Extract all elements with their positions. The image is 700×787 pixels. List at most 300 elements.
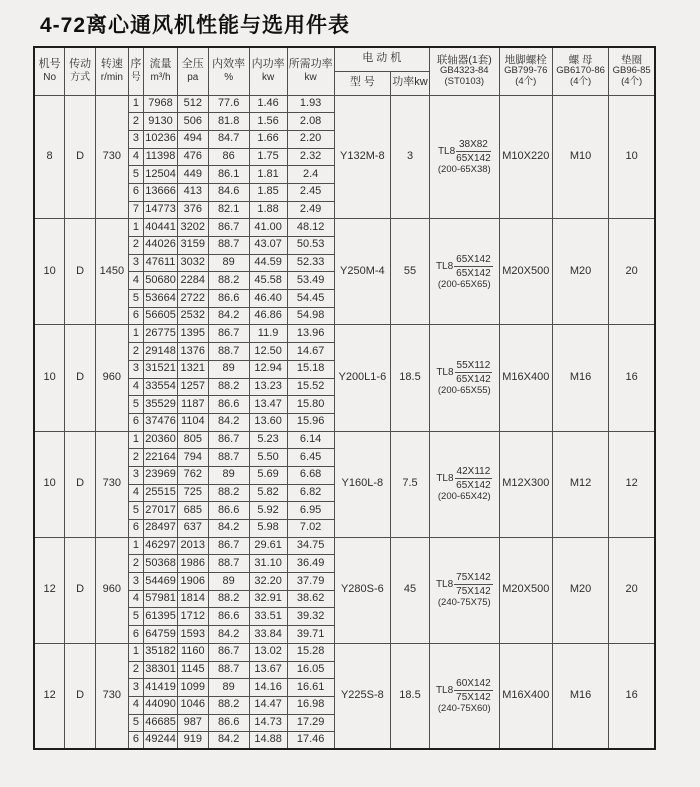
efficiency-cell: 86.7 — [208, 643, 249, 661]
internal-power-cell: 32.20 — [249, 573, 287, 591]
internal-power-cell: 12.50 — [249, 343, 287, 361]
efficiency-cell: 88.7 — [208, 237, 249, 255]
internal-power-cell: 1.56 — [249, 113, 287, 131]
required-power-cell: 2.32 — [287, 148, 334, 166]
header-motor-group: 电 动 机 — [334, 47, 429, 71]
nut-cell: M20 — [552, 537, 608, 643]
drive-cell: D — [65, 219, 96, 325]
efficiency-cell: 88.2 — [208, 696, 249, 714]
efficiency-cell: 82.1 — [208, 201, 249, 219]
seq-cell: 4 — [128, 696, 143, 714]
fan-no-cell: 12 — [34, 537, 65, 643]
internal-power-cell: 45.58 — [249, 272, 287, 290]
efficiency-cell: 88.2 — [208, 272, 249, 290]
seq-cell: 5 — [128, 714, 143, 732]
flow-cell: 26775 — [144, 325, 178, 343]
pressure-cell: 1321 — [177, 360, 208, 378]
pressure-cell: 1145 — [177, 661, 208, 679]
header-drive-mode: 传动 方式 — [65, 47, 96, 95]
header-efficiency: 内效率 % — [208, 47, 249, 95]
speed-cell: 960 — [95, 537, 128, 643]
internal-power-cell: 14.73 — [249, 714, 287, 732]
motor-model-cell: Y225S-8 — [334, 643, 390, 749]
efficiency-cell: 86.6 — [208, 608, 249, 626]
internal-power-cell: 13.23 — [249, 378, 287, 396]
header-pressure: 全压 pa — [177, 47, 208, 95]
internal-power-cell: 13.67 — [249, 661, 287, 679]
efficiency-cell: 84.2 — [208, 520, 249, 538]
pressure-cell: 413 — [177, 183, 208, 201]
seq-cell: 1 — [128, 325, 143, 343]
seq-cell: 4 — [128, 148, 143, 166]
required-power-cell: 48.12 — [287, 219, 334, 237]
internal-power-cell: 46.40 — [249, 290, 287, 308]
pressure-cell: 476 — [177, 148, 208, 166]
required-power-cell: 2.49 — [287, 201, 334, 219]
flow-cell: 29148 — [144, 343, 178, 361]
required-power-cell: 14.67 — [287, 343, 334, 361]
internal-power-cell: 5.69 — [249, 466, 287, 484]
efficiency-cell: 84.7 — [208, 130, 249, 148]
pressure-cell: 637 — [177, 520, 208, 538]
coupling-cell — [429, 431, 499, 537]
internal-power-cell: 1.66 — [249, 130, 287, 148]
coupling-note: (200-65X65) — [437, 278, 491, 290]
internal-power-cell: 12.94 — [249, 360, 287, 378]
speed-cell: 960 — [95, 325, 128, 431]
flow-cell: 22164 — [144, 449, 178, 467]
coupling-fraction: TL8 $\frac{55X112}{65X142}$ — [436, 359, 491, 385]
nut-cell: M16 — [552, 325, 608, 431]
table-row — [34, 219, 655, 237]
motor-power-cell: 3 — [391, 95, 430, 219]
pressure-cell: 1376 — [177, 343, 208, 361]
efficiency-cell: 84.2 — [208, 626, 249, 644]
seq-cell: 1 — [128, 95, 143, 113]
header-internal-power: 内功率 kw — [249, 47, 287, 95]
flow-cell: 10236 — [144, 130, 178, 148]
flow-cell: 56605 — [144, 307, 178, 325]
required-power-cell: 1.93 — [287, 95, 334, 113]
seq-cell: 2 — [128, 343, 143, 361]
motor-model-cell: Y280S-6 — [334, 537, 390, 643]
pressure-cell: 1986 — [177, 555, 208, 573]
internal-power-cell: 5.92 — [249, 502, 287, 520]
internal-power-cell: 5.82 — [249, 484, 287, 502]
motor-power-cell: 7.5 — [391, 431, 430, 537]
required-power-cell: 6.14 — [287, 431, 334, 449]
table-body — [34, 95, 655, 749]
flow-cell: 53664 — [144, 290, 178, 308]
seq-cell: 6 — [128, 183, 143, 201]
internal-power-cell: 33.84 — [249, 626, 287, 644]
required-power-cell: 53.49 — [287, 272, 334, 290]
required-power-cell: 6.68 — [287, 466, 334, 484]
flow-cell: 47611 — [144, 254, 178, 272]
fan-no-cell: 10 — [34, 325, 65, 431]
header-motor-power: 功率kw — [391, 71, 430, 95]
required-power-cell: 54.45 — [287, 290, 334, 308]
flow-cell: 9130 — [144, 113, 178, 131]
pressure-cell: 2722 — [177, 290, 208, 308]
flow-cell: 49244 — [144, 732, 178, 750]
pressure-cell: 919 — [177, 732, 208, 750]
pressure-cell: 1593 — [177, 626, 208, 644]
flow-cell: 35182 — [144, 643, 178, 661]
flow-cell: 35529 — [144, 396, 178, 414]
required-power-cell: 15.96 — [287, 413, 334, 431]
seq-cell: 3 — [128, 130, 143, 148]
efficiency-cell: 89 — [208, 254, 249, 272]
anchor-bolt-cell: M16X400 — [499, 643, 552, 749]
nut-cell: M16 — [552, 643, 608, 749]
efficiency-cell: 86 — [208, 148, 249, 166]
efficiency-cell: 88.7 — [208, 555, 249, 573]
flow-cell: 40441 — [144, 219, 178, 237]
anchor-bolt-cell: M10X220 — [499, 95, 552, 219]
required-power-cell: 54.98 — [287, 307, 334, 325]
internal-power-cell: 44.59 — [249, 254, 287, 272]
pressure-cell: 1046 — [177, 696, 208, 714]
coupling-cell — [429, 95, 499, 219]
coupling-cell — [429, 643, 499, 749]
seq-cell: 2 — [128, 237, 143, 255]
coupling-cell — [429, 537, 499, 643]
flow-cell: 54469 — [144, 573, 178, 591]
pressure-cell: 685 — [177, 502, 208, 520]
seq-cell: 2 — [128, 113, 143, 131]
efficiency-cell: 89 — [208, 679, 249, 697]
internal-power-cell: 32.91 — [249, 590, 287, 608]
pressure-cell: 1104 — [177, 413, 208, 431]
nut-cell: M10 — [552, 95, 608, 219]
fan-no-cell: 10 — [34, 219, 65, 325]
pressure-cell: 1395 — [177, 325, 208, 343]
flow-cell: 64759 — [144, 626, 178, 644]
required-power-cell: 15.18 — [287, 360, 334, 378]
required-power-cell: 16.61 — [287, 679, 334, 697]
coupling-cell — [429, 219, 499, 325]
flow-cell: 57981 — [144, 590, 178, 608]
washer-cell: 10 — [609, 95, 655, 219]
washer-cell: 20 — [609, 219, 655, 325]
header-motor-model: 型 号 — [334, 71, 390, 95]
pressure-cell: 3159 — [177, 237, 208, 255]
pressure-cell: 376 — [177, 201, 208, 219]
coupling-note: (200-65X42) — [437, 490, 491, 502]
internal-power-cell: 11.9 — [249, 325, 287, 343]
pressure-cell: 987 — [177, 714, 208, 732]
table-header — [34, 47, 655, 95]
coupling-note: (200-65X55) — [437, 384, 491, 396]
internal-power-cell: 5.50 — [249, 449, 287, 467]
efficiency-cell: 88.7 — [208, 449, 249, 467]
coupling-note: (240-75X60) — [437, 702, 491, 714]
seq-cell: 1 — [128, 431, 143, 449]
flow-cell: 61395 — [144, 608, 178, 626]
flow-cell: 31521 — [144, 360, 178, 378]
header-row-1 — [34, 47, 655, 71]
flow-cell: 37476 — [144, 413, 178, 431]
seq-cell: 4 — [128, 272, 143, 290]
flow-cell: 12504 — [144, 166, 178, 184]
anchor-bolt-cell: M20X500 — [499, 219, 552, 325]
coupling-note: (240-75X75) — [437, 597, 491, 609]
header-anchor-bolt: 地脚螺栓 GB799-76 (4个) — [499, 47, 552, 95]
pressure-cell: 3032 — [177, 254, 208, 272]
motor-power-cell: 45 — [391, 537, 430, 643]
speed-cell: 730 — [95, 95, 128, 219]
flow-cell: 44090 — [144, 696, 178, 714]
speed-cell: 730 — [95, 643, 128, 749]
washer-cell: 16 — [609, 643, 655, 749]
required-power-cell: 52.33 — [287, 254, 334, 272]
flow-cell: 27017 — [144, 502, 178, 520]
efficiency-cell: 88.2 — [208, 484, 249, 502]
drive-cell: D — [65, 537, 96, 643]
pressure-cell: 1906 — [177, 573, 208, 591]
required-power-cell: 15.28 — [287, 643, 334, 661]
washer-cell: 20 — [609, 537, 655, 643]
internal-power-cell: 29.61 — [249, 537, 287, 555]
internal-power-cell: 31.10 — [249, 555, 287, 573]
table-row — [34, 325, 655, 343]
coupling-fraction: TL8 $\frac{42X112}{65X142}$ — [436, 465, 491, 491]
drive-cell: D — [65, 325, 96, 431]
pressure-cell: 762 — [177, 466, 208, 484]
seq-cell: 5 — [128, 166, 143, 184]
seq-cell: 6 — [128, 626, 143, 644]
seq-cell: 5 — [128, 608, 143, 626]
header-speed: 转速 r/min — [95, 47, 128, 95]
required-power-cell: 50.53 — [287, 237, 334, 255]
speed-cell: 730 — [95, 431, 128, 537]
efficiency-cell: 88.2 — [208, 378, 249, 396]
seq-cell: 6 — [128, 413, 143, 431]
coupling-fraction: TL8 $\frac{38X82}{65X142}$ — [437, 138, 491, 164]
seq-cell: 4 — [128, 378, 143, 396]
table-row — [34, 95, 655, 113]
header-fan-no: 机号 No — [34, 47, 65, 95]
flow-cell: 41419 — [144, 679, 178, 697]
pressure-cell: 1160 — [177, 643, 208, 661]
required-power-cell: 2.45 — [287, 183, 334, 201]
drive-cell: D — [65, 95, 96, 219]
header-coupling: 联轴器(1套) GB4323-84 (ST0103) — [429, 47, 499, 95]
efficiency-cell: 84.2 — [208, 307, 249, 325]
efficiency-cell: 88.7 — [208, 343, 249, 361]
seq-cell: 3 — [128, 360, 143, 378]
internal-power-cell: 13.02 — [249, 643, 287, 661]
motor-model-cell: Y132M-8 — [334, 95, 390, 219]
internal-power-cell: 43.07 — [249, 237, 287, 255]
internal-power-cell: 14.47 — [249, 696, 287, 714]
seq-cell: 2 — [128, 449, 143, 467]
pressure-cell: 1099 — [177, 679, 208, 697]
efficiency-cell: 86.7 — [208, 325, 249, 343]
washer-cell: 12 — [609, 431, 655, 537]
internal-power-cell: 5.98 — [249, 520, 287, 538]
required-power-cell: 36.49 — [287, 555, 334, 573]
efficiency-cell: 86.7 — [208, 431, 249, 449]
seq-cell: 1 — [128, 219, 143, 237]
anchor-bolt-cell: M20X500 — [499, 537, 552, 643]
efficiency-cell: 86.6 — [208, 714, 249, 732]
motor-power-cell: 55 — [391, 219, 430, 325]
seq-cell: 1 — [128, 643, 143, 661]
seq-cell: 4 — [128, 590, 143, 608]
pressure-cell: 2532 — [177, 307, 208, 325]
motor-power-cell: 18.5 — [391, 643, 430, 749]
table-row — [34, 431, 655, 449]
efficiency-cell: 86.7 — [208, 537, 249, 555]
nut-cell: M20 — [552, 219, 608, 325]
coupling-cell — [429, 325, 499, 431]
anchor-bolt-cell: M12X300 — [499, 431, 552, 537]
seq-cell: 4 — [128, 484, 143, 502]
seq-cell: 1 — [128, 537, 143, 555]
seq-cell: 2 — [128, 661, 143, 679]
header-required-power: 所需功率 kw — [287, 47, 334, 95]
nut-cell: M12 — [552, 431, 608, 537]
pressure-cell: 1257 — [177, 378, 208, 396]
pressure-cell: 449 — [177, 166, 208, 184]
required-power-cell: 37.79 — [287, 573, 334, 591]
required-power-cell: 39.71 — [287, 626, 334, 644]
internal-power-cell: 14.16 — [249, 679, 287, 697]
motor-model-cell: Y200L1-6 — [334, 325, 390, 431]
pressure-cell: 2013 — [177, 537, 208, 555]
efficiency-cell: 89 — [208, 573, 249, 591]
seq-cell: 3 — [128, 679, 143, 697]
seq-cell: 3 — [128, 466, 143, 484]
coupling-note: (200-65X38) — [437, 163, 491, 175]
flow-cell: 11398 — [144, 148, 178, 166]
page-title: 4-72离心通风机性能与选用件表 — [40, 14, 351, 37]
flow-cell: 46297 — [144, 537, 178, 555]
efficiency-cell: 86.1 — [208, 166, 249, 184]
internal-power-cell: 14.88 — [249, 732, 287, 750]
required-power-cell: 2.4 — [287, 166, 334, 184]
pressure-cell: 1187 — [177, 396, 208, 414]
pressure-cell: 1712 — [177, 608, 208, 626]
flow-cell: 14773 — [144, 201, 178, 219]
required-power-cell: 2.08 — [287, 113, 334, 131]
efficiency-cell: 86.6 — [208, 396, 249, 414]
efficiency-cell: 84.2 — [208, 732, 249, 750]
efficiency-cell: 86.6 — [208, 290, 249, 308]
table-row — [34, 643, 655, 661]
pressure-cell: 506 — [177, 113, 208, 131]
required-power-cell: 15.80 — [287, 396, 334, 414]
efficiency-cell: 88.2 — [208, 590, 249, 608]
washer-cell: 16 — [609, 325, 655, 431]
internal-power-cell: 1.75 — [249, 148, 287, 166]
internal-power-cell: 1.81 — [249, 166, 287, 184]
internal-power-cell: 13.60 — [249, 413, 287, 431]
seq-cell: 5 — [128, 290, 143, 308]
efficiency-cell: 88.7 — [208, 661, 249, 679]
speed-cell: 1450 — [95, 219, 128, 325]
required-power-cell: 16.05 — [287, 661, 334, 679]
pressure-cell: 512 — [177, 95, 208, 113]
motor-power-cell: 18.5 — [391, 325, 430, 431]
flow-cell: 7968 — [144, 95, 178, 113]
flow-cell: 20360 — [144, 431, 178, 449]
efficiency-cell: 89 — [208, 360, 249, 378]
flow-cell: 28497 — [144, 520, 178, 538]
efficiency-cell: 84.2 — [208, 413, 249, 431]
header-flow: 流量 m³/h — [144, 47, 178, 95]
required-power-cell: 16.98 — [287, 696, 334, 714]
flow-cell: 50680 — [144, 272, 178, 290]
flow-cell: 50368 — [144, 555, 178, 573]
internal-power-cell: 33.51 — [249, 608, 287, 626]
seq-cell: 2 — [128, 555, 143, 573]
anchor-bolt-cell: M16X400 — [499, 325, 552, 431]
header-nut: 螺 母 GB6170-86 (4个) — [552, 47, 608, 95]
pressure-cell: 794 — [177, 449, 208, 467]
efficiency-cell: 77.6 — [208, 95, 249, 113]
internal-power-cell: 1.88 — [249, 201, 287, 219]
motor-model-cell: Y160L-8 — [334, 431, 390, 537]
fan-no-cell: 10 — [34, 431, 65, 537]
required-power-cell: 13.96 — [287, 325, 334, 343]
pressure-cell: 2284 — [177, 272, 208, 290]
internal-power-cell: 46.86 — [249, 307, 287, 325]
efficiency-cell: 81.8 — [208, 113, 249, 131]
drive-cell: D — [65, 643, 96, 749]
fan-no-cell: 12 — [34, 643, 65, 749]
seq-cell: 7 — [128, 201, 143, 219]
fan-no-cell: 8 — [34, 95, 65, 219]
required-power-cell: 17.29 — [287, 714, 334, 732]
seq-cell: 5 — [128, 502, 143, 520]
seq-cell: 6 — [128, 520, 143, 538]
efficiency-cell: 86.7 — [208, 219, 249, 237]
motor-model-cell: Y250M-4 — [334, 219, 390, 325]
pressure-cell: 725 — [177, 484, 208, 502]
fan-performance-table — [33, 46, 656, 750]
internal-power-cell: 1.85 — [249, 183, 287, 201]
efficiency-cell: 89 — [208, 466, 249, 484]
efficiency-cell: 84.6 — [208, 183, 249, 201]
pressure-cell: 494 — [177, 130, 208, 148]
pressure-cell: 805 — [177, 431, 208, 449]
seq-cell: 6 — [128, 307, 143, 325]
required-power-cell: 6.45 — [287, 449, 334, 467]
required-power-cell: 2.20 — [287, 130, 334, 148]
flow-cell: 25515 — [144, 484, 178, 502]
coupling-fraction: TL8 $\frac{65X142}{65X142}$ — [435, 253, 491, 279]
seq-cell: 3 — [128, 254, 143, 272]
efficiency-cell: 86.6 — [208, 502, 249, 520]
pressure-cell: 1814 — [177, 590, 208, 608]
internal-power-cell: 5.23 — [249, 431, 287, 449]
flow-cell: 23969 — [144, 466, 178, 484]
internal-power-cell: 1.46 — [249, 95, 287, 113]
flow-cell: 46685 — [144, 714, 178, 732]
drive-cell: D — [65, 431, 96, 537]
required-power-cell: 17.46 — [287, 732, 334, 750]
table-row — [34, 537, 655, 555]
flow-cell: 33554 — [144, 378, 178, 396]
internal-power-cell: 41.00 — [249, 219, 287, 237]
header-seq: 序 号 — [128, 47, 143, 95]
flow-cell: 38301 — [144, 661, 178, 679]
required-power-cell: 38.62 — [287, 590, 334, 608]
internal-power-cell: 13.47 — [249, 396, 287, 414]
